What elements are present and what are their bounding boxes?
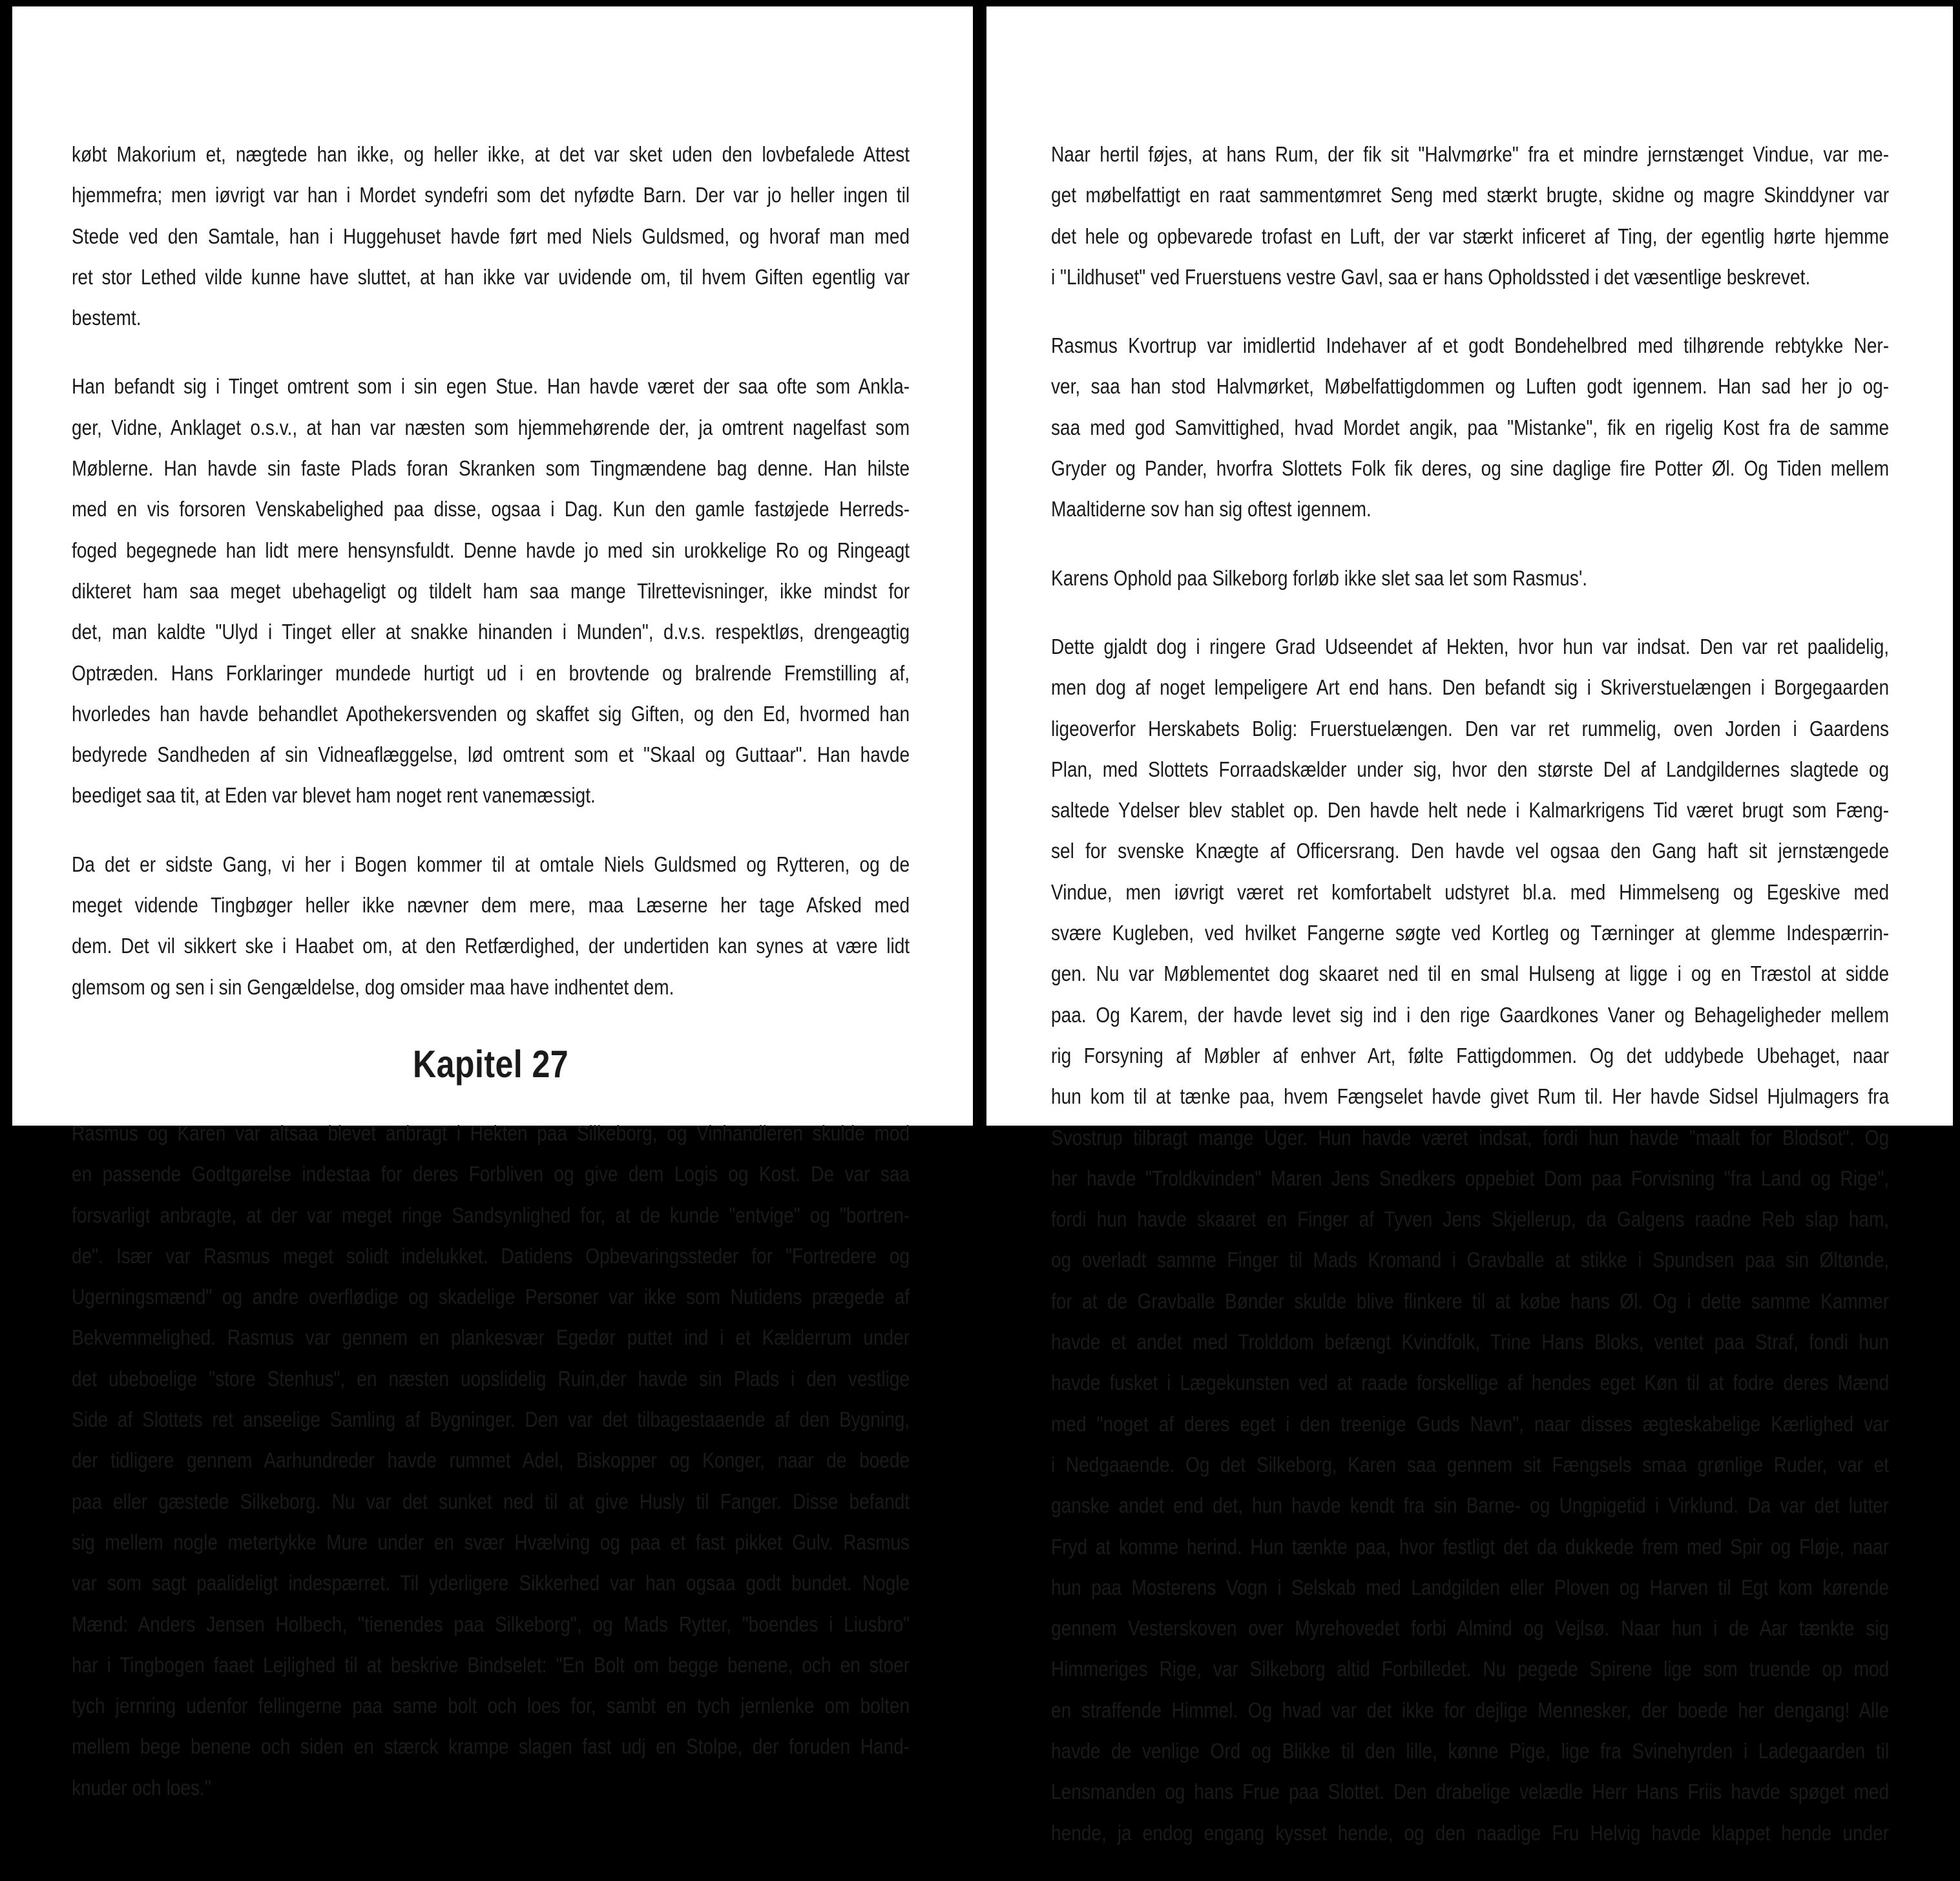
text-line: har i Tingbogen faaet Lejlighed til at beskrive Bindselet: "En Bolt om begge benene, och en stoer [72,1652,910,1677]
text-line: ganske andet end det, hun havde kendt fra sin Barne- og Ungpigetid i Virklund. Da var det lutter [1051,1493,1890,1518]
text-line: gennem Vesterskoven over Myrehovedet forbi Almind og Vejlsø. Naar hun i de Aar tænkte sig [1051,1616,1890,1641]
text-line: med en vis forsoren Venskabelighed paa disse, ogsaa i Dag. Kun den gamle fastøjede Herreds- [72,497,910,521]
text-line: og overladt samme Finger til Mads Kromand i Gravballe at stikke i Spundsen paa sin Øltønde, [1051,1248,1890,1272]
text-line: de". Især var Rasmus meget solidt indelukket. Datidens Opbevaringssteder for "Fortredere og [72,1243,910,1268]
right-page-text [1051,134,1889,1881]
text-line: rig Forsyning af Møbler af enhver Art, følte Fattigdommen. Og det uddybede Ubehaget, naar [1051,1043,1890,1067]
paragraph [1051,626,1889,1853]
text-line: havde fusket i Lægekunsten ved at raade forskellige af hendes eget Køn til at fodre deres Mænd [1051,1371,1890,1395]
left-page [12,6,973,1800]
text-line: Svostrup tilbragt mange Uger. Hun havde været indsat, fordi hun havde "maalt for Blodsot". Og [1051,1125,1890,1150]
text-line: Fryd at komme herind. Hun tænkte paa, hvor festligt det da dukkede frem med Spir og Fløje, naar [1051,1534,1890,1559]
text-line: havde et andet med Trolddom befængt Kvindfolk, Trine Hans Bloks, ventet paa Straf, fondi hun [1051,1330,1890,1354]
text-line: paa. Og Karem, der havde levet sig ind i den rige Gaardkones Vaner og Behageligheder mellem [1051,1002,1890,1027]
paragraph [72,844,910,1007]
text-line: Side af Slottets ret anseelige Samling af Bygninger. Den var det tilbagestaaende af den Bygning, [72,1407,910,1432]
text-line: en passende Godtgørelse indestaa for deres Forbliven og give dem Logis og Kost. De var saa [72,1162,910,1186]
text-line: ret stor Lethed vilde kunne have sluttet, at han ikke var uvidende om, til hvem Giften egentlig var [72,264,910,289]
text-line: get møbelfattigt en raat sammentømret Seng med stærkt brugte, skidne og magre Skinddyner var [1051,183,1890,207]
text-line: gen. Nu var Møblementet dog skaaret ned til en smal Hulseng at ligge i og en Træstol at sidde [1051,962,1890,986]
right-page [986,6,1953,1845]
text-line: Gryder og Pander, hvorfra Slottets Folk fik deres, og sine daglige fire Potter Øl. Og Tiden mellem [1051,456,1890,481]
text-line: ligeoverfor Herskabets Bolig: Fruerstuelængen. Den var ret rummelig, oven Jorden i Gaardens [1051,716,1890,741]
text-line: Rasmus og Karen var altsaa blevet anbragt i Hekten paa Silkeborg, og Vinhandleren skulde mod [72,1120,910,1145]
text-line: Ugerningsmænd" og andre overflødige og skadelige Personer var ikke som Nutidens prægede af [72,1285,910,1309]
text-line: for at de Gravballe Bønder skulde blive flinkere til at købe hans Øl. Og i dette samme Kammer [1051,1288,1890,1313]
text-line: glemsom og sen i sin Gengældelse, dog omsider maa have indhentet dem. [72,974,674,999]
text-line: med "noget af deres eget i den treenige Guds Navn", naar disses ægteskabelige Kærlighed var [1051,1411,1890,1436]
text-line: hvorledes han havde behandlet Apothekersvenden og skaffet sig Giften, og den Ed, hvormed han [72,701,910,726]
paragraph [1051,325,1889,529]
text-line: sel for svenske Knægte af Officersrang. Den havde vel ogsaa den Gang haft sit jernstængede [1051,839,1890,863]
text-line: saa med god Samvittighed, hvad Mordet angik, paa "Mistanke", fik en rigelig Kost fra de samme [1051,415,1890,439]
left-paragraphs-before-chapter [72,134,910,1007]
text-line: det hele og opbevarede trofast en Luft, der var stærkt inficeret af Ting, der egentlig hørte hjemme [1051,224,1890,248]
text-line: i "Lildhuset" ved Fruerstuens vestre Gavl, saa er hans Opholdssted i det væsentlige beskrevet. [1051,264,1811,289]
text-line: Maaltiderne sov han sig oftest igennem. [1051,497,1371,521]
text-line: Karens Ophold paa Silkeborg forløb ikke slet saa let som Rasmus'. [1051,565,1588,590]
text-line: Dette gjaldt dog i ringere Grad Udseendet af Hekten, hvor hun var indsat. Den var ret paalidelig, [1051,634,1890,658]
text-line: her havde "Troldkvinden" Maren Jens Snedkers oppebiet Dom paa Forvisning "fra Land og Rige", [1051,1166,1890,1190]
text-line: det ubeboelige "store Stenhus", en næsten uopslidelig Ruin,der havde sin Plads i den vestlige [72,1366,910,1391]
text-line: bestemt. [72,306,141,330]
text-line: Da det er sidste Gang, vi her i Bogen kommer til at omtale Niels Guldsmed og Rytteren, og de [72,852,910,876]
text-line: paa eller gæstede Silkeborg. Nu var det sunket ned til at give Husly til Fanger. Disse befandt [72,1489,910,1513]
chapter-heading: Kapitel 27 [412,1042,569,1086]
text-line: Mænd: Anders Jensen Holbech, "tienendes paa Silkeborg", og Mads Rytter, "boendes i Liusbro" [72,1612,910,1636]
text-line: Plan, med Slottets Forraadskælder under sig, hvor den største Del af Landgildernes slagtede og [1051,757,1890,781]
text-line: dikteret ham saa meget ubehageligt og tildelt ham saa mange Tilrettevisninger, ikke mindst for [72,578,910,603]
text-line: bedyrede Sandheden af sin Vidneaflæggelse, lød omtrent som et "Skaal og Guttaar". Han havde [72,742,910,767]
text-line: købt Makorium et, nægtede han ikke, og heller ikke, at det var sket uden den lovbefalede Attest [72,142,910,166]
text-line: hende, ja endog engang kysset hende, og den naadige Fru Helvig havde klappet hende under [1051,1820,1890,1845]
text-line: sig mellem nogle metertykke Mure under en svær Hvælving og paa et fast pikket Gulv. Rasmus [72,1529,910,1554]
paragraph [72,366,910,815]
text-line: Møblerne. Han havde sin faste Plads foran Skranken som Tingmændene bag denne. Han hilste [72,456,910,481]
text-line: beediget saa tit, at Eden var blevet ham noget rent vanemæssigt. [72,783,596,808]
left-page-text [72,134,910,1836]
text-line: meget vidende Tingbøger heller ikke nævner dem mere, maa Læserne her tage Afsked med [72,893,910,918]
text-line: Lensmanden og hans Frue paa Slottet. Den drabelige velædle Herr Hans Friis havde spøget med [1051,1780,1890,1804]
text-line: ger, Vidne, Anklaget o.s.v., at han var næsten som hjemmehørende der, ja omtrent nagelfast som [72,415,910,439]
text-line: forsvarligt anbragte, at der var meget ringe Sandsynlighed for, at de kunde "entvige" og "bortren- [72,1203,910,1227]
text-line: Vindue, men iøvrigt været ret komfortabelt udstyret bl.a. med Himmelseng og Egeskive med [1051,879,1890,904]
text-line: ver, saa han stod Halvmørket, Møbelfattigdommen og Luften godt igennem. Han sad her jo og- [1051,374,1890,399]
text-line: svære Kugleben, ved hvilket Fangerne søgte ved Kortleg og Tærninger at glemme Indespærrin- [1051,921,1890,945]
text-line: saltede Ydelser blev stablet op. Den havde helt nede i Kalmarkrigens Tid været brugt som Fæng- [1051,798,1890,823]
text-line: hun kom til at tænke paa, hvem Fængselet havde givet Rum til. Her havde Sidsel Hjulmagers fra [1051,1084,1890,1109]
text-line: fordi hun havde skaaret en Finger af Tyven Jens Skjellerup, da Galgens raadne Reb slap ham, [1051,1207,1890,1232]
text-line: Han befandt sig i Tinget omtrent som i sin egen Stue. Han havde været der saa ofte som Ankla- [72,374,910,399]
text-line: Himmeriges Rige, var Silkeborg altid Forbilledet. Nu pegede Spirene lige som truende op mod [1051,1657,1890,1681]
text-line: en straffende Himmel. Og hvad var det ikke for dejlige Mennesker, der boede her dengang! Alle [1051,1697,1890,1722]
text-line: Rasmus Kvortrup var imidlertid Indehaver af et godt Bondehelbred med tilhørende rebtykke Ner- [1051,333,1890,358]
text-line: mellem bege benene och siden en stærck krampe slagen fast udj en Stolpe, der foruden Hand- [72,1734,910,1759]
text-line: hjemmefra; men iøvrigt var han i Mordet syndefri som det nyfødte Barn. Der var jo heller ingen til [72,183,910,207]
paragraph [1051,558,1889,598]
text-line: Stede ved den Samtale, han i Huggehuset havde ført med Niels Guldsmed, og hvoraf man med [72,224,910,248]
text-line: det, man kaldte "Ulyd i Tinget eller at snakke hinanden i Munden", d.v.s. respektløs, drengeagtig [72,620,910,644]
text-line: Naar hertil føjes, at hans Rum, der fik sit "Halvmørke" fra et mindre jernstænget Vindue, var me- [1051,142,1890,166]
text-line: dem. Det vil sikkert ske i Haabet om, at den Retfærdighed, der undertiden kan synes at være lidt [72,934,910,958]
text-line: havde de venlige Ord og Blikke til den lille, kønne Pige, lige fra Svinehyrden i Ladegaarden til [1051,1738,1890,1763]
text-line: foged begegnede han lidt mere hensynsfuldt. Denne havde jo med sin urokkelige Ro og Ringeagt [72,538,910,562]
text-line: der tidligere gennem Aarhundreder havde rummet Adel, Biskopper og Konger, naar de boede [72,1448,910,1473]
text-line: var som sagt paalideligt indespærret. Til yderligere Sikkerhed var han ogsaa godt bundet. Nogle [72,1571,910,1595]
text-line: Optræden. Hans Forklaringer mundede hurtigt ud i en brovtende og bralrende Fremstilling af, [72,660,910,685]
left-paragraphs-after-chapter [72,1113,910,1808]
right-paragraphs [1051,134,1889,1853]
text-line: tych jernring udenfor fellingerne paa same bolt och loes for, sambt en tych jernlenke om bolten [72,1694,910,1718]
text-line: knuder och loes." [72,1775,211,1800]
text-line: hun paa Mosterens Vogn i Selskab med Landgilden eller Ploven og Harven til Egt kom kørende [1051,1575,1890,1599]
text-line: men dog af noget lempeligere Art end hans. Den befandt sig i Skriverstuelængen i Borgegaarden [1051,675,1890,700]
paragraph [72,1113,910,1808]
text-line: Bekvemmelighed. Rasmus var gennem en plankesvær Egedør puttet ind i et Kælderrum under [72,1325,910,1350]
text-line: i Nedgaaende. Og det Silkeborg, Karen saa gennem sit Fængsels smaa grønlige Ruder, var et [1051,1452,1890,1476]
paragraph [72,134,910,338]
paragraph [1051,134,1889,297]
